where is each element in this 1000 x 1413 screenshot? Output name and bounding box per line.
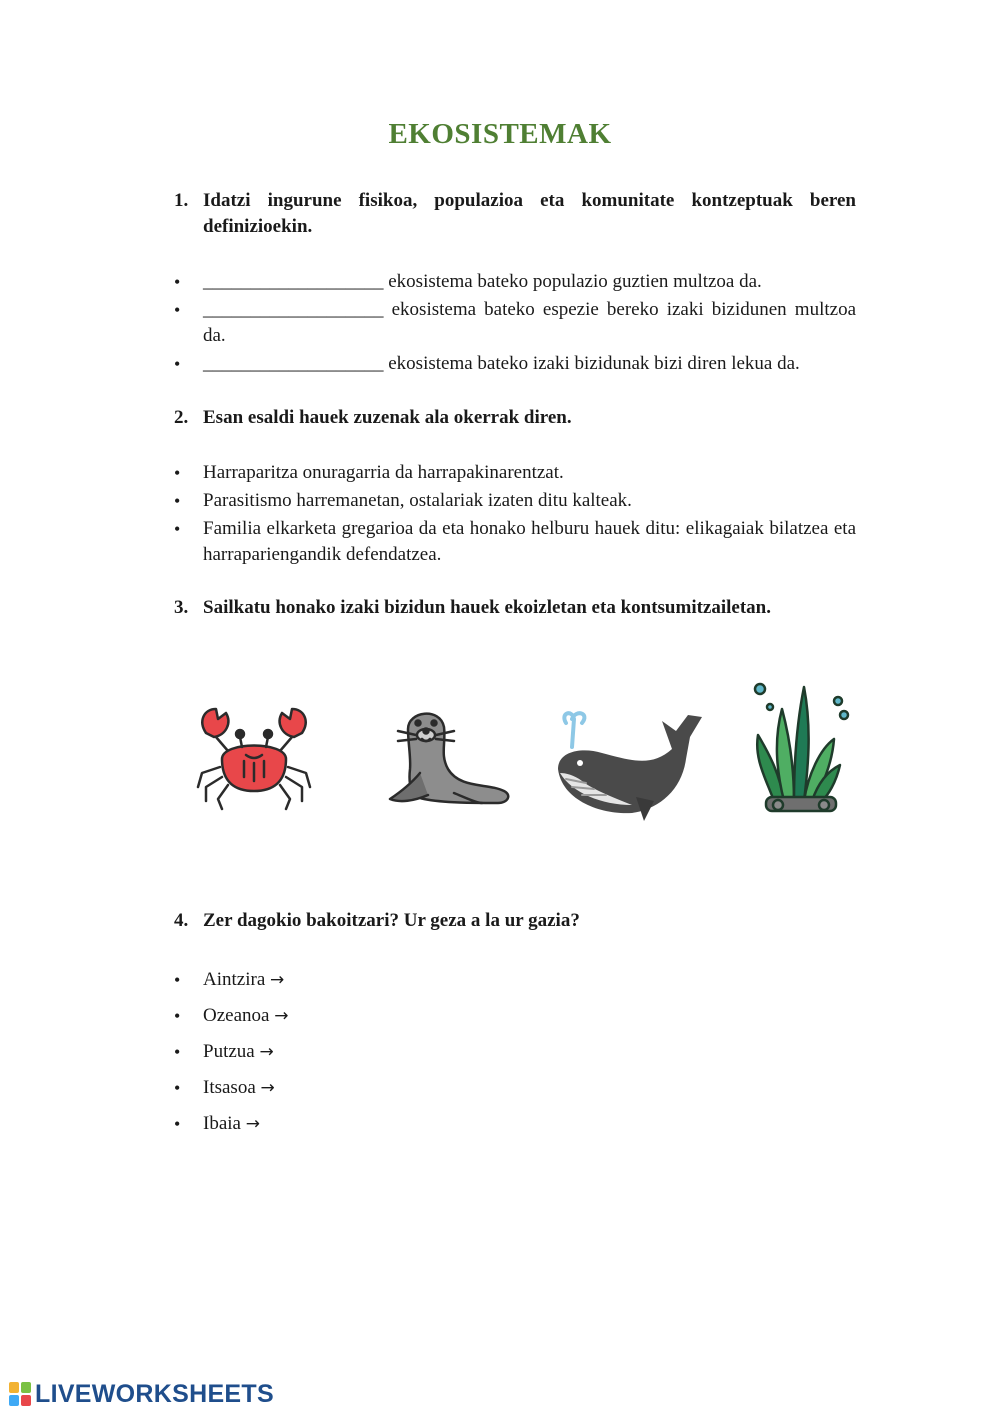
question-1-list [174,269,856,377]
list-item [174,967,856,1003]
brand-name: LIVEWORKSHEETS [35,1379,274,1408]
question-number: 2. [174,407,189,428]
seaweed-icon [748,679,850,819]
item-text: Putzua [203,1041,255,1062]
item-text: Ibaia [203,1113,241,1134]
blank-line[interactable]: ___________________ [203,271,384,292]
blank-line[interactable]: ___________________ [203,353,384,374]
bullet: • [174,1006,181,1026]
arrow-icon: → [274,1006,289,1026]
question-number: 1. [174,190,189,211]
item-text: Ozeanoa [203,1005,270,1026]
item-text: Harraparitza onuragarria da harrapakinarentzat. [203,462,564,483]
whale-icon [552,709,712,824]
bullet: • [174,300,181,320]
question-4 [174,908,856,934]
animal-images [0,675,1000,825]
page-title: EKOSISTEMAK [388,118,612,150]
footer-brand [8,1379,274,1409]
bullet: • [174,970,181,990]
list-item [174,269,856,295]
arrow-icon: → [260,1078,275,1098]
bullet: • [174,272,181,292]
crab-icon [192,703,316,813]
question-3 [174,595,856,621]
question-text: Zer dagokio bakoitzari? Ur geza a la ur gazia? [203,910,580,931]
question-number: 3. [174,597,189,618]
question-2 [174,405,856,431]
item-text: Familia elkarketa gregarioa da eta honako helburu hauek ditu: elikagaiak bilatzea eta harrapariengandik defendatzea. [203,518,856,565]
question-4-list [174,967,856,1147]
question-text: Esan esaldi hauek zuzenak ala okerrak diren. [203,407,572,428]
item-text: Parasitismo harremanetan, ostalariak izaten ditu kalteak. [203,490,632,511]
list-item [174,1075,856,1111]
list-item [174,516,856,568]
question-1 [174,188,856,240]
list-item [174,1039,856,1075]
bullet: • [174,519,181,539]
bullet: • [174,354,181,374]
blank-line[interactable]: ___________________ [203,299,384,320]
question-number: 4. [174,910,189,931]
list-item [174,1111,856,1147]
item-text: ekosistema bateko espezie bereko izaki bizidunen multzoa da. [203,299,856,346]
seal-icon [384,699,514,809]
list-item [174,297,856,349]
arrow-icon: → [245,1114,260,1134]
item-text: ekosistema bateko izaki bizidunak bizi diren lekua da. [383,353,800,374]
bullet: • [174,1042,181,1062]
item-text: ekosistema bateko populazio guztien multzoa da. [383,271,762,292]
question-2-list [174,460,856,568]
liveworksheets-logo-icon [8,1381,32,1407]
list-item [174,488,856,514]
item-text: Itsasoa [203,1077,256,1098]
arrow-icon: → [259,1042,274,1062]
arrow-icon: → [270,970,285,990]
list-item [174,351,856,377]
bullet: • [174,491,181,511]
question-text: Sailkatu honako izaki bizidun hauek ekoizletan eta kontsumitzailetan. [203,597,771,618]
bullet: • [174,1078,181,1098]
list-item [174,460,856,486]
item-text: Aintzira [203,969,266,990]
list-item [174,1003,856,1039]
question-text: Idatzi ingurune fisikoa, populazioa eta komunitate kontzeptuak beren definizioekin. [203,190,856,237]
bullet: • [174,1114,181,1134]
bullet: • [174,463,181,483]
